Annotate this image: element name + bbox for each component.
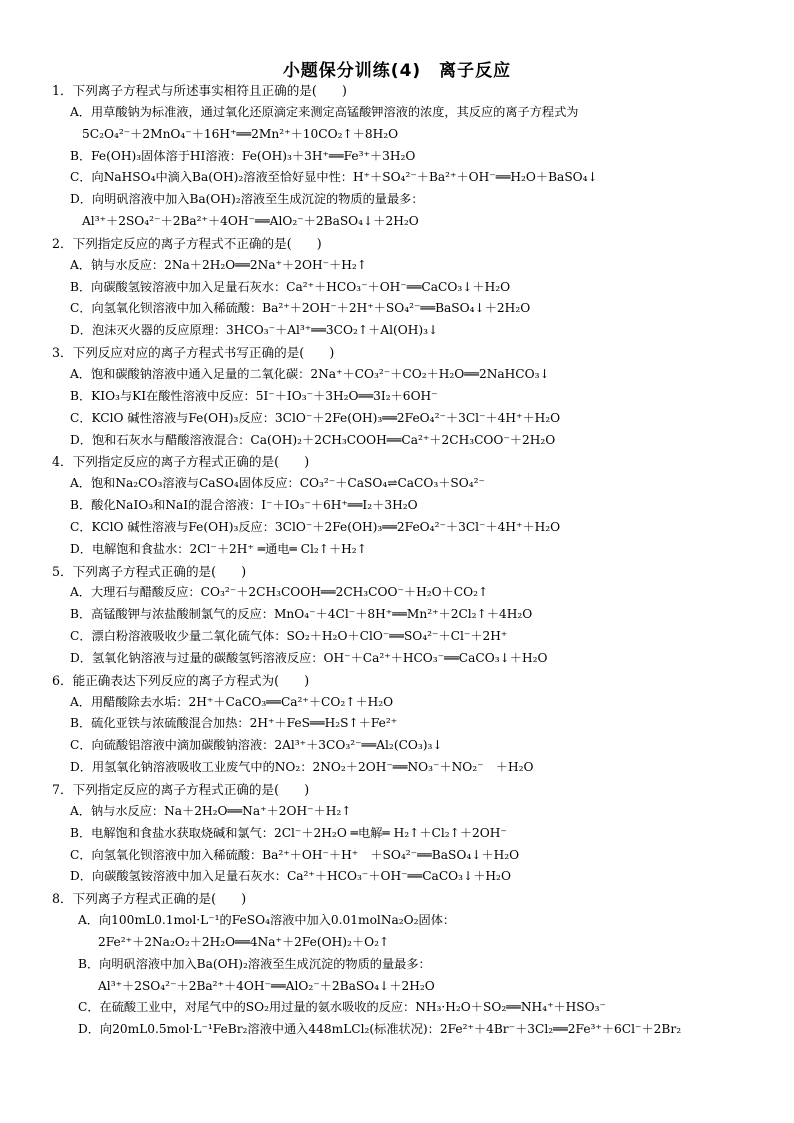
question-list <box>52 80 782 1041</box>
answer-option: B．KIO₃与KI在酸性溶液中反应：5I⁻＋IO₃⁻＋3H₂O══3I₂＋6OH⁻ <box>70 388 438 403</box>
question-stem: 5．下列离子方程式正确的是( ) <box>52 563 247 579</box>
answer-option: B．Fe(OH)₃固体溶于HI溶液：Fe(OH)₃＋3H⁺══Fe³⁺＋3H₂O <box>70 148 416 163</box>
option-continuation: Al³⁺＋2SO₄²⁻＋2Ba²⁺＋4OH⁻══AlO₂⁻＋2BaSO₄↓＋2H₂O <box>82 214 419 229</box>
question-3 <box>52 342 782 451</box>
option-continuation: 5C₂O₄²⁻＋2MnO₄⁻＋16H⁺══2Mn²⁺＋10CO₂↑＋8H₂O <box>82 126 399 141</box>
answer-option: B．向明矾溶液中加入Ba(OH)₂溶液至生成沉淀的物质的量最多： <box>78 956 431 971</box>
answer-option: D．向碳酸氢铵溶液中加入足量石灰水：Ca²⁺＋HCO₃⁻＋OH⁻══CaCO₃↓＋H₂O <box>70 869 511 884</box>
page-title: 小题保分训练(4) 离子反应 <box>282 61 512 81</box>
answer-option: C．漂白粉溶液吸收少量二氧化硫气体：SO₂＋H₂O＋ClO⁻══SO₄²⁻＋Cl⁻＋2H⁺ <box>70 629 508 644</box>
answer-option: C．KClO 碱性溶液与Fe(OH)₃反应：3ClO⁻＋2Fe(OH)₃══2FeO₄²⁻＋3Cl⁻＋4H⁺＋H₂O <box>70 519 561 534</box>
answer-option: A．用草酸钠为标准液，通过氧化还原滴定来测定高锰酸钾溶液的浓度，其反应的离子方程式为 <box>70 104 579 119</box>
answer-option: A．饱和碳酸钠溶液中通入足量的二氧化碳：2Na⁺＋CO₃²⁻＋CO₂＋H₂O══2NaHCO₃↓ <box>70 366 550 381</box>
answer-option: C．向NaHSO₄中滴入Ba(OH)₂溶液至恰好显中性：H⁺＋SO₄²⁻＋Ba²⁺＋OH⁻══H₂O＋BaSO₄↓ <box>70 170 598 185</box>
answer-option: D．氢氧化钠溶液与过量的碳酸氢钙溶液反应：OH⁻＋Ca²⁺＋HCO₃⁻══CaCO₃↓＋H₂O <box>70 650 548 665</box>
answer-option: D．泡沫灭火器的反应原理：3HCO₃⁻＋Al³⁺══3CO₂↑＋Al(OH)₃↓ <box>70 323 439 338</box>
answer-option: D．电解饱和食盐水：2Cl⁻＋2H⁺ ═通电═ Cl₂↑＋H₂↑ <box>70 541 367 556</box>
question-4 <box>52 451 782 560</box>
question-2 <box>52 233 782 342</box>
answer-option: B．酸化NaIO₃和NaI的混合溶液：I⁻＋IO₃⁻＋6H⁺══I₂＋3H₂O <box>70 498 418 513</box>
answer-option: A．大理石与醋酸反应：CO₃²⁻＋2CH₃COOH══2CH₃COO⁻＋H₂O＋CO₂↑ <box>70 585 489 600</box>
answer-option: C．KClO 碱性溶液与Fe(OH)₃反应：3ClO⁻＋2Fe(OH)₃══2FeO₄²⁻＋3Cl⁻＋4H⁺＋H₂O <box>70 410 561 425</box>
question-stem: 7．下列指定反应的离子方程式正确的是( ) <box>52 782 310 797</box>
question-stem: 1．下列离子方程式与所述事实相符且正确的是( ) <box>52 83 347 98</box>
answer-option: A．向100mL0.1mol·L⁻¹的FeSO₄溶液中加入0.01molNa₂O₂固体： <box>78 913 456 928</box>
question-stem: 3．下列反应对应的离子方程式书写正确的是( ) <box>52 345 335 361</box>
answer-option: A．钠与水反应：Na＋2H₂O══Na⁺＋2OH⁻＋H₂↑ <box>70 803 352 818</box>
answer-option: A．钠与水反应：2Na＋2H₂O══2Na⁺＋2OH⁻＋H₂↑ <box>70 257 367 272</box>
answer-option: C．向氢氧化钡溶液中加入稀硫酸：Ba²⁺＋2OH⁻＋2H⁺＋SO₄²⁻══BaSO₄↓＋2H₂O <box>70 301 531 316</box>
answer-option: C．向硫酸铝溶液中滴加碳酸钠溶液：2Al³⁺＋3CO₃²⁻══Al₂(CO₃)₃↓ <box>70 738 443 753</box>
answer-option: D．用氢氧化钠溶液吸收工业废气中的NO₂：2NO₂＋2OH⁻══NO₃⁻＋NO₂⁻ ＋H₂O <box>70 760 534 775</box>
answer-option: B．电解饱和食盐水获取烧碱和氯气：2Cl⁻＋2H₂O ═电解═ H₂↑＋Cl₂↑＋2OH⁻ <box>70 825 507 840</box>
answer-option: C．向氢氧化钡溶液中加入稀硫酸：Ba²⁺＋OH⁻＋H⁺ ＋SO₄²⁻══BaSO₄↓＋H₂O <box>70 847 520 862</box>
answer-option: D．向20mL0.5mol·L⁻¹FeBr₂溶液中通入448mLCl₂(标准状况)：2Fe²⁺＋4Br⁻＋3Cl₂══2Fe³⁺＋6Cl⁻＋2Br₂ <box>78 1022 682 1037</box>
question-7 <box>52 779 782 888</box>
question-5 <box>52 561 782 670</box>
question-stem: 6．能正确表达下列反应的离子方程式为( ) <box>52 672 310 688</box>
question-stem: 4．下列指定反应的离子方程式正确的是( ) <box>52 454 310 470</box>
answer-option: B．高锰酸钾与浓盐酸制氯气的反应：MnO₄⁻＋4Cl⁻＋8H⁺══Mn²⁺＋2Cl₂↑＋4H₂O <box>70 607 533 622</box>
answer-option: B．向碳酸氢铵溶液中加入足量石灰水：Ca²⁺＋HCO₃⁻＋OH⁻══CaCO₃↓＋H₂O <box>70 279 511 294</box>
question-stem: 2．下列指定反应的离子方程式不正确的是( ) <box>52 235 322 251</box>
answer-option: D．向明矾溶液中加入Ba(OH)₂溶液至生成沉淀的物质的量最多： <box>70 192 424 207</box>
question-stem: 8．下列离子方程式正确的是( ) <box>52 891 247 907</box>
answer-option: B．硫化亚铁与浓硫酸混合加热：2H⁺＋FeS══H₂S↑＋Fe²⁺ <box>70 716 398 731</box>
answer-option: D．饱和石灰水与醋酸溶液混合：Ca(OH)₂＋2CH₃COOH══Ca²⁺＋2CH₃COO⁻＋2H₂O <box>70 432 556 447</box>
answer-option: C．在硫酸工业中，对尾气中的SO₂用过量的氨水吸收的反应：NH₃·H₂O＋SO₂══NH₄⁺＋HSO₃⁻ <box>78 1000 606 1015</box>
question-1 <box>52 80 782 233</box>
option-continuation: Al³⁺＋2SO₄²⁻＋2Ba²⁺＋4OH⁻══AlO₂⁻＋2BaSO₄↓＋2H₂O <box>98 978 435 993</box>
option-continuation: 2Fe²⁺＋2Na₂O₂＋2H₂O══4Na⁺＋2Fe(OH)₂＋O₂↑ <box>98 934 390 949</box>
question-6 <box>52 670 782 779</box>
question-8 <box>52 888 782 1041</box>
answer-option: A．用醋酸除去水垢：2H⁺＋CaCO₃══Ca²⁺＋CO₂↑＋H₂O <box>70 694 394 709</box>
answer-option: A．饱和Na₂CO₃溶液与CaSO₄固体反应：CO₃²⁻＋CaSO₄⇌CaCO₃＋SO₄²⁻ <box>70 476 485 491</box>
